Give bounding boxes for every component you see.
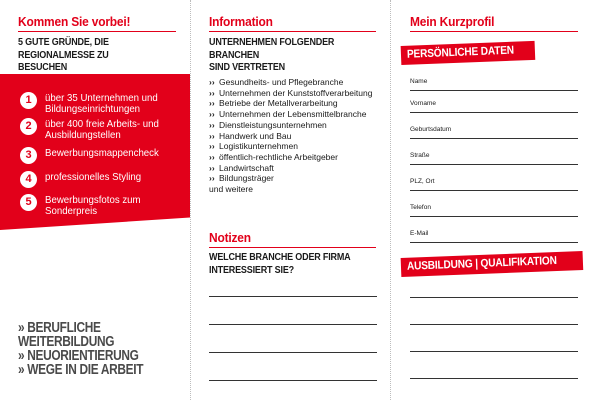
notes-title-rule [209, 247, 376, 248]
plz-ort-field[interactable]: PLZ, Ort [410, 178, 578, 191]
qualification-line[interactable] [410, 351, 578, 352]
reason-item [20, 147, 190, 164]
reason-text: Bewerbungsmappencheck [45, 147, 159, 159]
slogan-line: » BERUFLICHE [18, 320, 101, 336]
reason-item [20, 92, 190, 115]
name-field[interactable]: Name [410, 78, 578, 91]
reasons-heading [18, 37, 173, 75]
profile-title: Mein Kurzprofil [410, 14, 495, 29]
slogans [18, 321, 171, 377]
column-profile [390, 0, 596, 400]
reason-text: über 400 freie Arbeits- und Ausbildungstellen [45, 118, 159, 141]
branch-list [209, 77, 372, 195]
vorname-field[interactable]: Vorname [410, 100, 578, 113]
branch-item: ›› öffentlich-rechtliche Arbeitgeber [209, 151, 338, 162]
branch-item: ›› Logistikunternehmen [209, 141, 298, 152]
reason-number-badge: 5 [20, 194, 37, 211]
reason-item [20, 118, 190, 141]
visit-title: Kommen Sie vorbei! [18, 14, 131, 29]
reason-text: über 35 Unternehmen und Bildungseinrichtungen [45, 92, 158, 115]
reasons-heading-line1: 5 GUTE GRÜNDE, DIE REGIONALMESSE ZU [18, 37, 109, 61]
qualification-line[interactable] [410, 378, 578, 379]
notes-title: Notizen [209, 230, 251, 245]
reason-number-badge: 3 [20, 147, 37, 164]
note-line[interactable] [209, 324, 377, 325]
information-title: Information [209, 14, 273, 29]
personal-data-tag: PERSÖNLICHE DATEN [401, 41, 535, 65]
reason-number-badge: 4 [20, 171, 37, 188]
reason-text: Bewerbungsfotos zum Sonderpreis [45, 194, 141, 217]
reason-item [20, 171, 190, 188]
visit-title-rule [18, 31, 176, 32]
reason-text: professionelles Styling [45, 171, 142, 183]
note-line[interactable] [209, 352, 377, 353]
branch-item: ›› Gesundheits- und Pflegebranche [209, 77, 344, 87]
note-line[interactable] [209, 296, 377, 297]
information-title-rule [209, 31, 376, 32]
branch-item: ›› Dienstleistungsunternehmen [209, 119, 327, 130]
qualification-tag: AUSBILDUNG | QUALIFIKATION [401, 251, 584, 277]
slogan-line: » WEGE IN DIE ARBEIT [18, 362, 144, 378]
email-field[interactable]: E-Mail [410, 230, 578, 243]
reason-item [20, 194, 190, 217]
branches-heading: UNTERNEHMEN FOLGENDER BRANCHEN SIND VERTRETEN [209, 37, 335, 73]
branch-item: ›› Bildungsträger [209, 173, 274, 184]
reasons-heading-line2: BESUCHEN [18, 62, 68, 73]
branch-item: ›› Unternehmen der Kunststoffverarbeitung [209, 87, 373, 98]
branch-tail: und weitere [209, 184, 253, 195]
branch-item: ›› Betriebe der Metallverarbeitung [209, 98, 338, 109]
profile-title-rule [410, 31, 578, 32]
slogan-line: WEITERBILDUNG [18, 334, 115, 350]
slogan-line: » NEUORIENTIERUNG [18, 348, 139, 364]
notes-question: WELCHE BRANCHE ODER FIRMA INTERESSIERT SIE? [209, 252, 351, 276]
reason-number-badge: 2 [20, 118, 37, 135]
branch-item: ›› Landwirtschaft [209, 162, 274, 173]
strasse-field[interactable]: Straße [410, 152, 578, 165]
branch-item: ›› Handwerk und Bau [209, 130, 292, 141]
branch-item: ›› Unternehmen der Lebensmittelbranche [209, 109, 367, 120]
qualification-line[interactable] [410, 297, 578, 298]
note-line[interactable] [209, 380, 377, 381]
geburtsdatum-field[interactable]: Geburtsdatum [410, 126, 578, 139]
telefon-field[interactable]: Telefon [410, 204, 578, 217]
reason-number-badge: 1 [20, 92, 37, 109]
qualification-line[interactable] [410, 324, 578, 325]
column-information [190, 0, 390, 400]
column-visit [0, 0, 190, 400]
